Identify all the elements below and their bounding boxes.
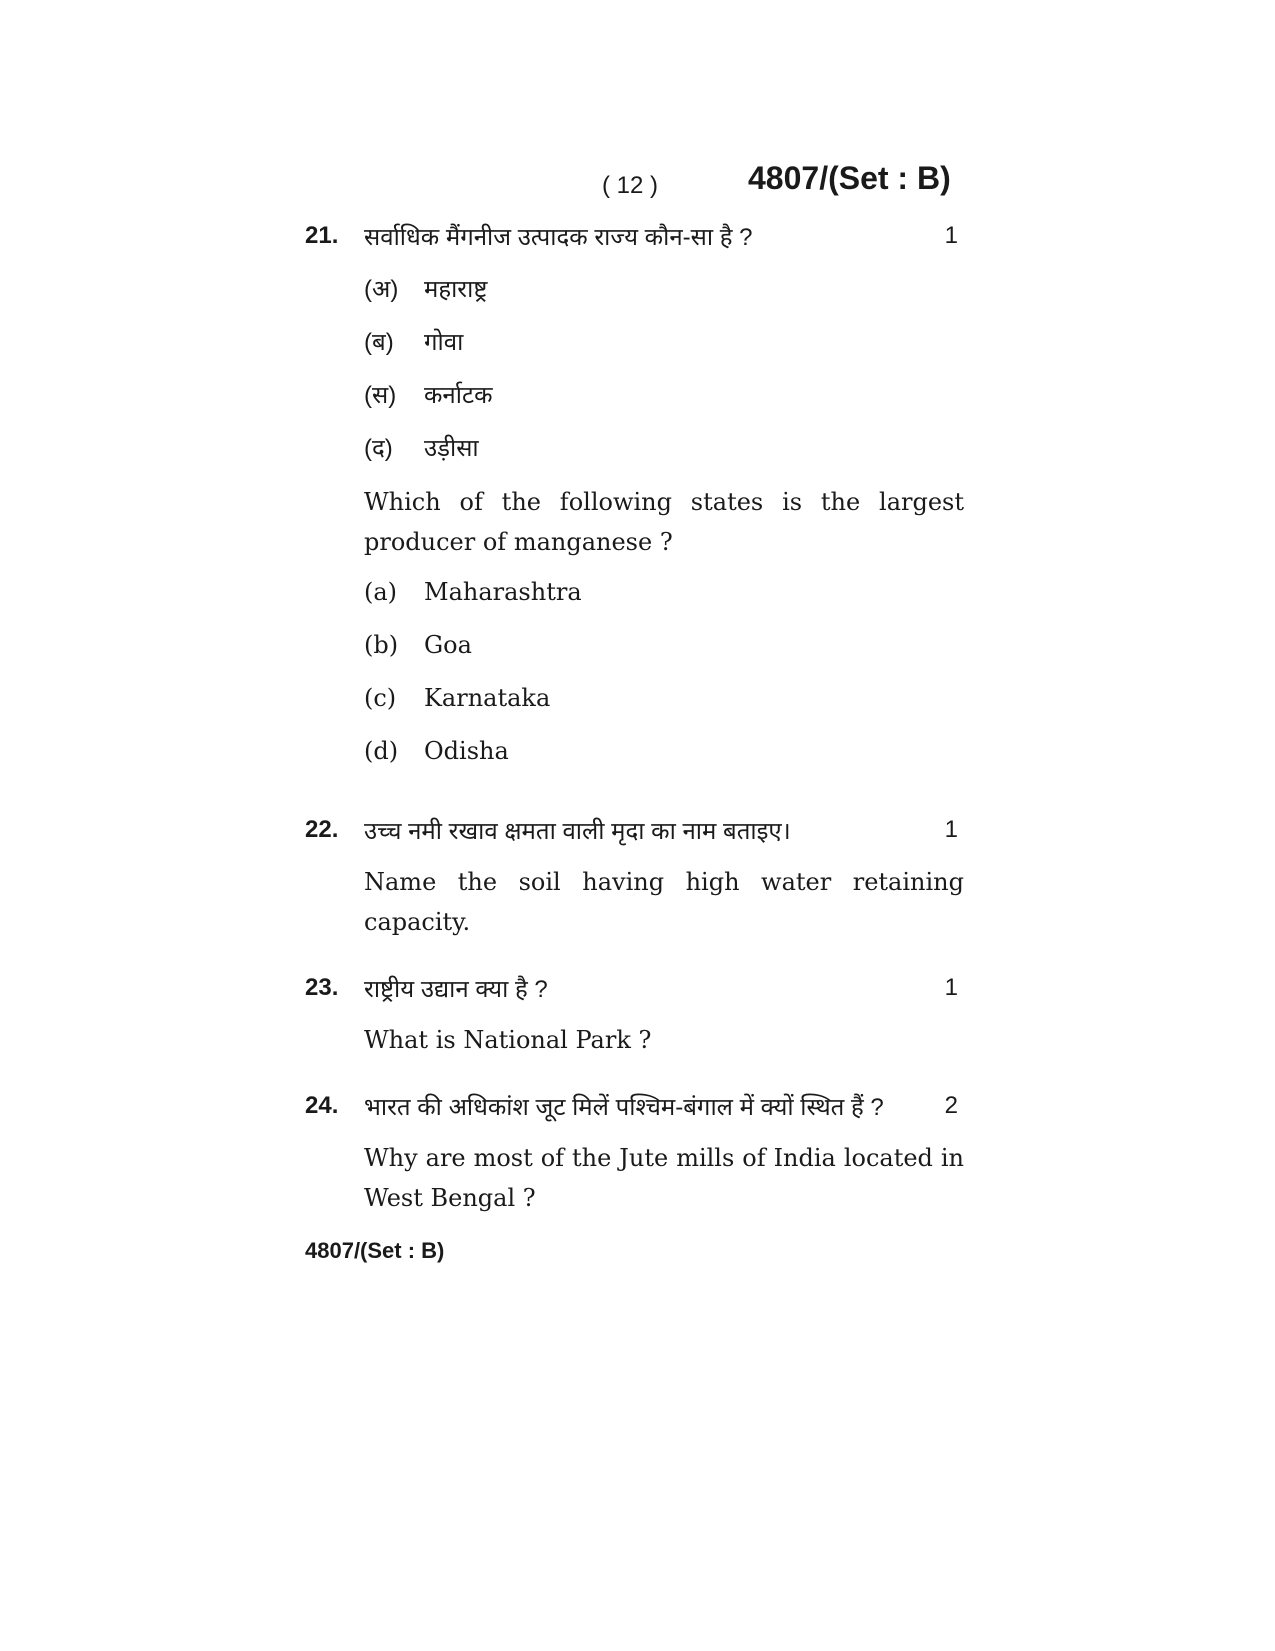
option-text: Maharashtra	[424, 578, 582, 606]
option-text: Goa	[424, 631, 472, 659]
question-24	[305, 1088, 970, 1218]
question-text-english: Which of the following states is the largest producer of manganese ?	[364, 488, 964, 556]
option-item	[364, 317, 970, 370]
question-22	[305, 812, 970, 942]
question-number: 22.	[305, 816, 339, 843]
option-key: (b)	[364, 631, 399, 659]
english-options	[364, 570, 970, 782]
set-code-header: 4807/(Set : B)	[748, 160, 951, 196]
question-number: 23.	[305, 974, 339, 1001]
option-item	[364, 423, 970, 476]
option-key: (स)	[364, 382, 397, 409]
question-text-english: Why are most of the Jute mills of India located in West Bengal ?	[364, 1144, 964, 1212]
page-header	[0, 160, 1275, 210]
question-marks: 1	[944, 816, 958, 843]
option-text: गोवा	[424, 329, 464, 356]
option-key: (d)	[364, 737, 399, 765]
option-text: कर्नाटक	[424, 382, 493, 409]
option-item	[364, 570, 970, 623]
option-text: Karnataka	[424, 684, 551, 712]
question-23	[305, 970, 970, 1060]
question-text-hindi: सर्वाधिक मैंगनीज उत्पादक राज्य कौन-सा है ?	[364, 224, 753, 251]
question-number: 24.	[305, 1092, 339, 1119]
option-item	[364, 370, 970, 423]
option-item	[364, 264, 970, 317]
question-number: 21.	[305, 222, 339, 249]
hindi-options	[364, 264, 970, 476]
question-text-english: Name the soil having high water retaining capacity.	[364, 868, 964, 936]
set-code-footer: 4807/(Set : B)	[305, 1238, 445, 1263]
option-item	[364, 729, 970, 782]
option-item	[364, 623, 970, 676]
page-number: ( 12 )	[602, 172, 659, 199]
option-key: (ब)	[364, 329, 394, 356]
question-text-english: What is National Park ?	[364, 1026, 652, 1054]
option-text: महाराष्ट्र	[424, 276, 488, 303]
question-text-hindi: भारत की अधिकांश जूट मिलें पश्चिम-बंगाल में क्यों स्थित हैं ?	[364, 1094, 884, 1121]
option-item	[364, 676, 970, 729]
option-text: Odisha	[424, 737, 509, 765]
option-key: (a)	[364, 578, 398, 606]
option-text: उड़ीसा	[424, 435, 479, 462]
question-marks: 1	[944, 222, 958, 249]
option-key: (द)	[364, 435, 393, 462]
question-text-hindi: राष्ट्रीय उद्यान क्या है ?	[364, 976, 548, 1003]
question-marks: 1	[944, 974, 958, 1001]
question-marks: 2	[944, 1092, 958, 1119]
option-key: (c)	[364, 684, 397, 712]
question-21	[305, 218, 970, 782]
option-key: (अ)	[364, 276, 399, 303]
question-text-hindi: उच्च नमी रखाव क्षमता वाली मृदा का नाम बताइए।	[364, 818, 791, 845]
